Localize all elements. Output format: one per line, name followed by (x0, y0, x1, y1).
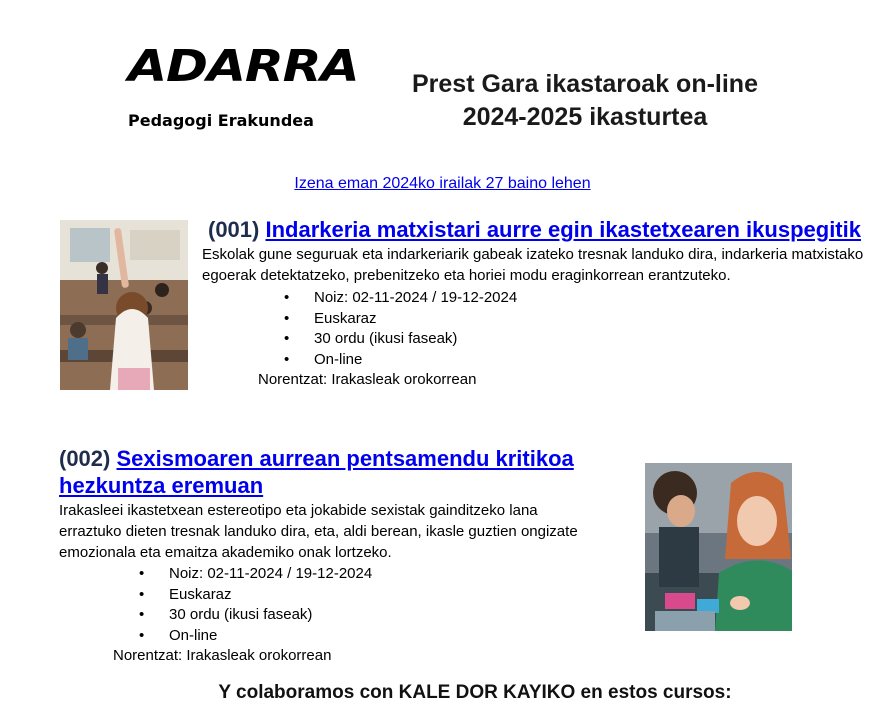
course-001-mode: • On-line (284, 350, 882, 371)
course-001-hours: • 30 ordu (ikusi faseak) (284, 329, 882, 350)
page-title-line2: 2024-2025 ikasturtea (462, 103, 708, 131)
course-002-heading (59, 445, 604, 499)
course-002-date: • Noiz: 02-11-2024 / 19-12-2024 (139, 564, 604, 585)
course-001-language: • Euskaraz (284, 309, 882, 330)
course-001 (202, 216, 882, 390)
page-title (380, 68, 790, 134)
course-001-audience: Norentzat: Irakasleak orokorrean (258, 371, 477, 388)
footer-note: Y colaboramos con KALE DOR KAYIKO en estos cursos: (218, 682, 732, 703)
course-002-facts (139, 564, 604, 646)
course-001-number: (001) (208, 217, 260, 242)
course-001-description: Eskolak gune seguruak eta indarkeriarik gabeak izateko tresnak landuko dira, indarkeria matxistako egoerak detektatzeko, prebenitzeko eta horiei modu eraginkorrean erantzuteko. (202, 246, 864, 284)
registration-link[interactable]: Izena eman 2024ko irailak 27 baino lehen (294, 175, 591, 192)
course-001-date: • Noiz: 02-11-2024 / 19-12-2024 (284, 288, 882, 309)
students-image (645, 463, 792, 631)
course-002-audience: Norentzat: Irakasleak orokorrean (113, 647, 332, 664)
course-002-title-link[interactable]: Sexismoaren aurrean pentsamendu kritikoa hezkuntza eremuan (59, 446, 574, 498)
adarra-logo: ADARRA (128, 41, 359, 92)
page-title-line1: Prest Gara ikastaroak on-line (412, 70, 758, 98)
course-001-heading (202, 216, 882, 243)
course-001-title-link[interactable]: Indarkeria matxistari aurre egin ikastetxearen ikuspegitik (265, 217, 861, 242)
classroom-image (60, 220, 188, 390)
course-002 (59, 445, 604, 666)
classroom-photo (60, 220, 188, 390)
course-002-mode: • On-line (139, 626, 604, 647)
course-002-hours: • 30 ordu (ikusi faseak) (139, 605, 604, 626)
students-photo (645, 463, 792, 631)
course-001-facts (284, 288, 882, 370)
course-002-language: • Euskaraz (139, 585, 604, 606)
course-002-description: Irakasleei ikastetxean estereotipo eta jokabide sexistak gainditzeko lana erraztuko dieten tresnak landuko dira, eta, aldi berean, ikasle guztien ongizate emozionala eta emaitza akademiko onak lortzeko. (59, 502, 578, 561)
course-002-number: (002) (59, 446, 111, 471)
org-name: Pedagogi Erakundea (128, 111, 314, 130)
